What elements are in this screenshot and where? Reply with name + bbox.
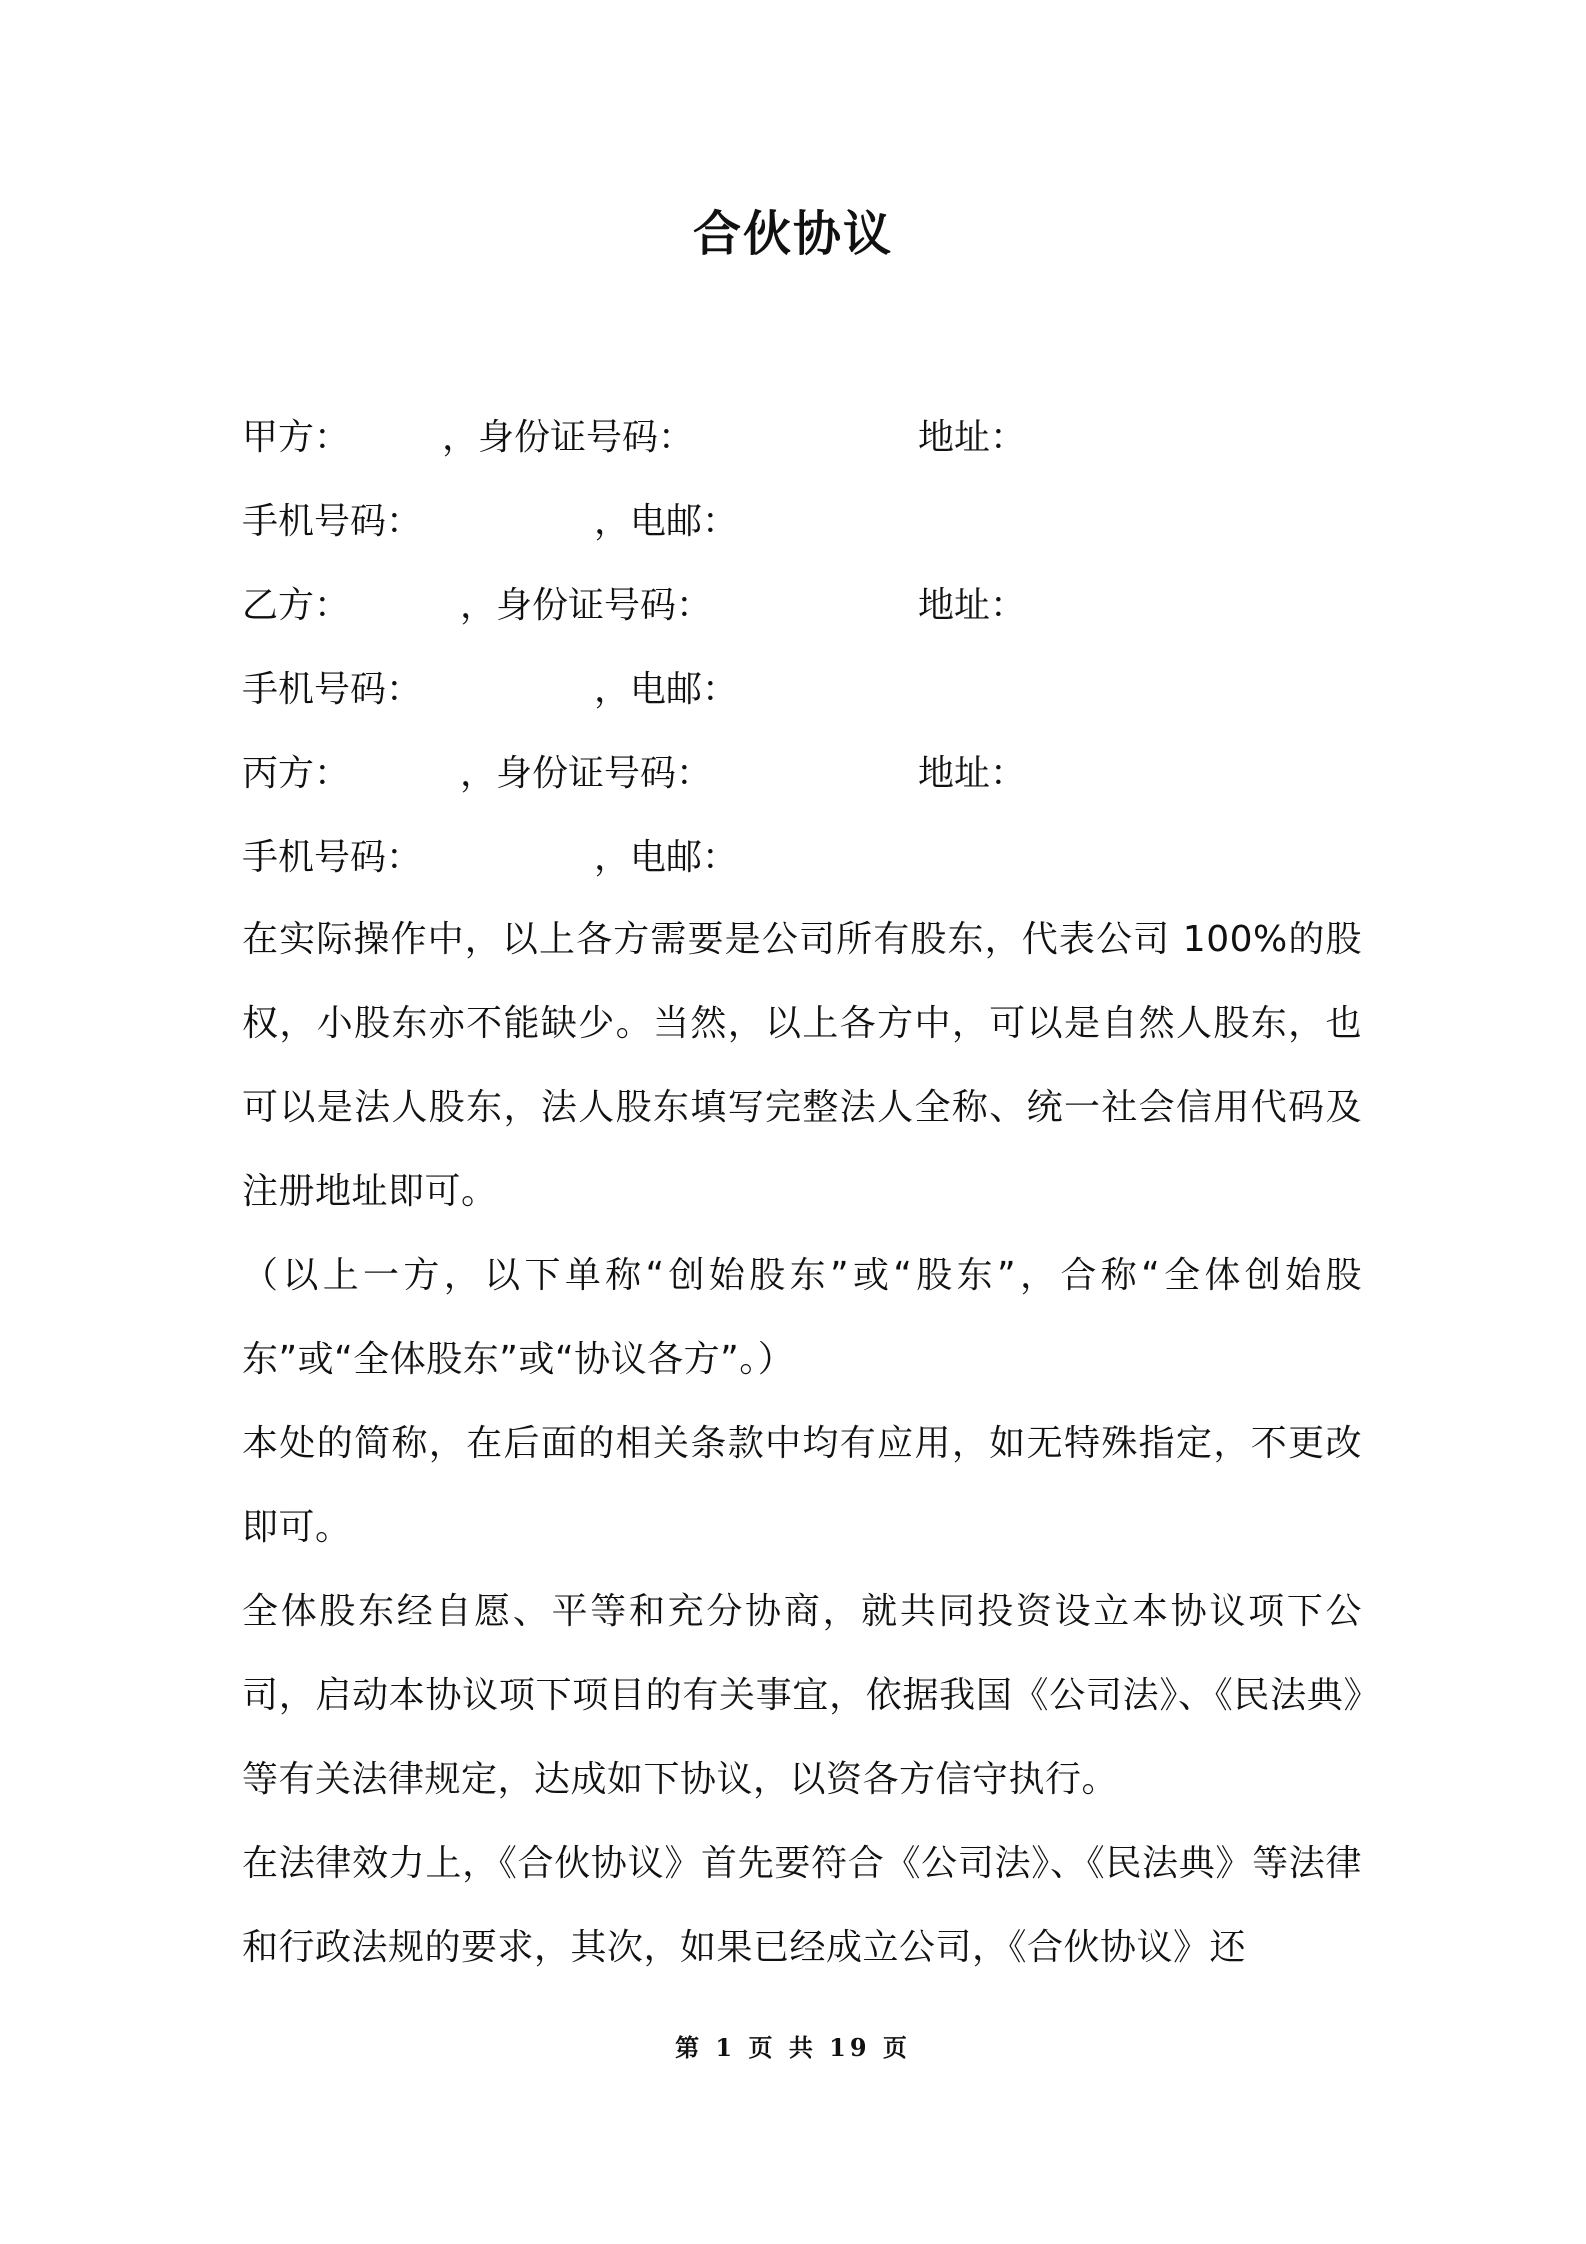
party-c-email-label: ，电邮： [594, 837, 739, 878]
party-b-row [242, 576, 1362, 636]
party-a-id-label: ，身份证号码： [442, 417, 695, 458]
page-number-footer: 第 1 页 共 19 页 [675, 2033, 911, 2062]
party-b-id-label: ，身份证号码： [460, 585, 713, 626]
party-c-name-label: 丙方： [242, 753, 351, 794]
party-a-phone-label: 手机号码： [242, 501, 423, 542]
party-c-phone-label: 手机号码： [242, 837, 423, 878]
party-b-address-label: 地址： [918, 585, 1027, 626]
party-b-phone-label: 手机号码： [242, 669, 423, 710]
paragraph-short-names: （以上一方，以下单称“创始股东”或“股东”，合称“全体创始股东”或“全体股东”或“协议各方”。） [242, 1255, 1362, 1380]
party-b-contact-row [242, 660, 1362, 720]
party-a-email-label: ，电邮： [594, 501, 739, 542]
paragraph-legal-effect: 在法律效力上，《合伙协议》首先要符合《公司法》、《民法典》等法律和行政法规的要求，其次，如果已经成立公司，《合伙协议》还 [242, 1843, 1362, 1968]
party-a-name-label: 甲方： [242, 417, 351, 458]
party-b-name-label: 乙方： [242, 585, 351, 626]
party-c-contact-row [242, 828, 1362, 888]
paragraph-abbreviation-note: 本处的简称，在后面的相关条款中均有应用，如无特殊指定，不更改即可。 [242, 1423, 1362, 1548]
party-a-address-label: 地址： [918, 417, 1027, 458]
party-a-contact-row [242, 492, 1362, 552]
party-c-row [242, 744, 1362, 804]
document-title: 合伙协议 [692, 206, 893, 262]
party-c-address-label: 地址： [918, 753, 1027, 794]
party-b-email-label: ，电邮： [594, 669, 739, 710]
paragraph-shareholders-note: 在实际操作中，以上各方需要是公司所有股东，代表公司 100%的股权，小股东亦不能缺少。当然，以上各方中，可以是自然人股东，也可以是法人股东，法人股东填写完整法人全称、统一社会信用代码及注册地址即可。 [242, 919, 1362, 1212]
party-c-id-label: ，身份证号码： [460, 753, 713, 794]
party-a-row [242, 408, 1362, 468]
paragraph-agreement-basis: 全体股东经自愿、平等和充分协商，就共同投资设立本协议项下公司，启动本协议项下项目的有关事宜，依据我国《公司法》、《民法典》等有关法律规定，达成如下协议，以资各方信守执行。 [242, 1591, 1362, 1800]
